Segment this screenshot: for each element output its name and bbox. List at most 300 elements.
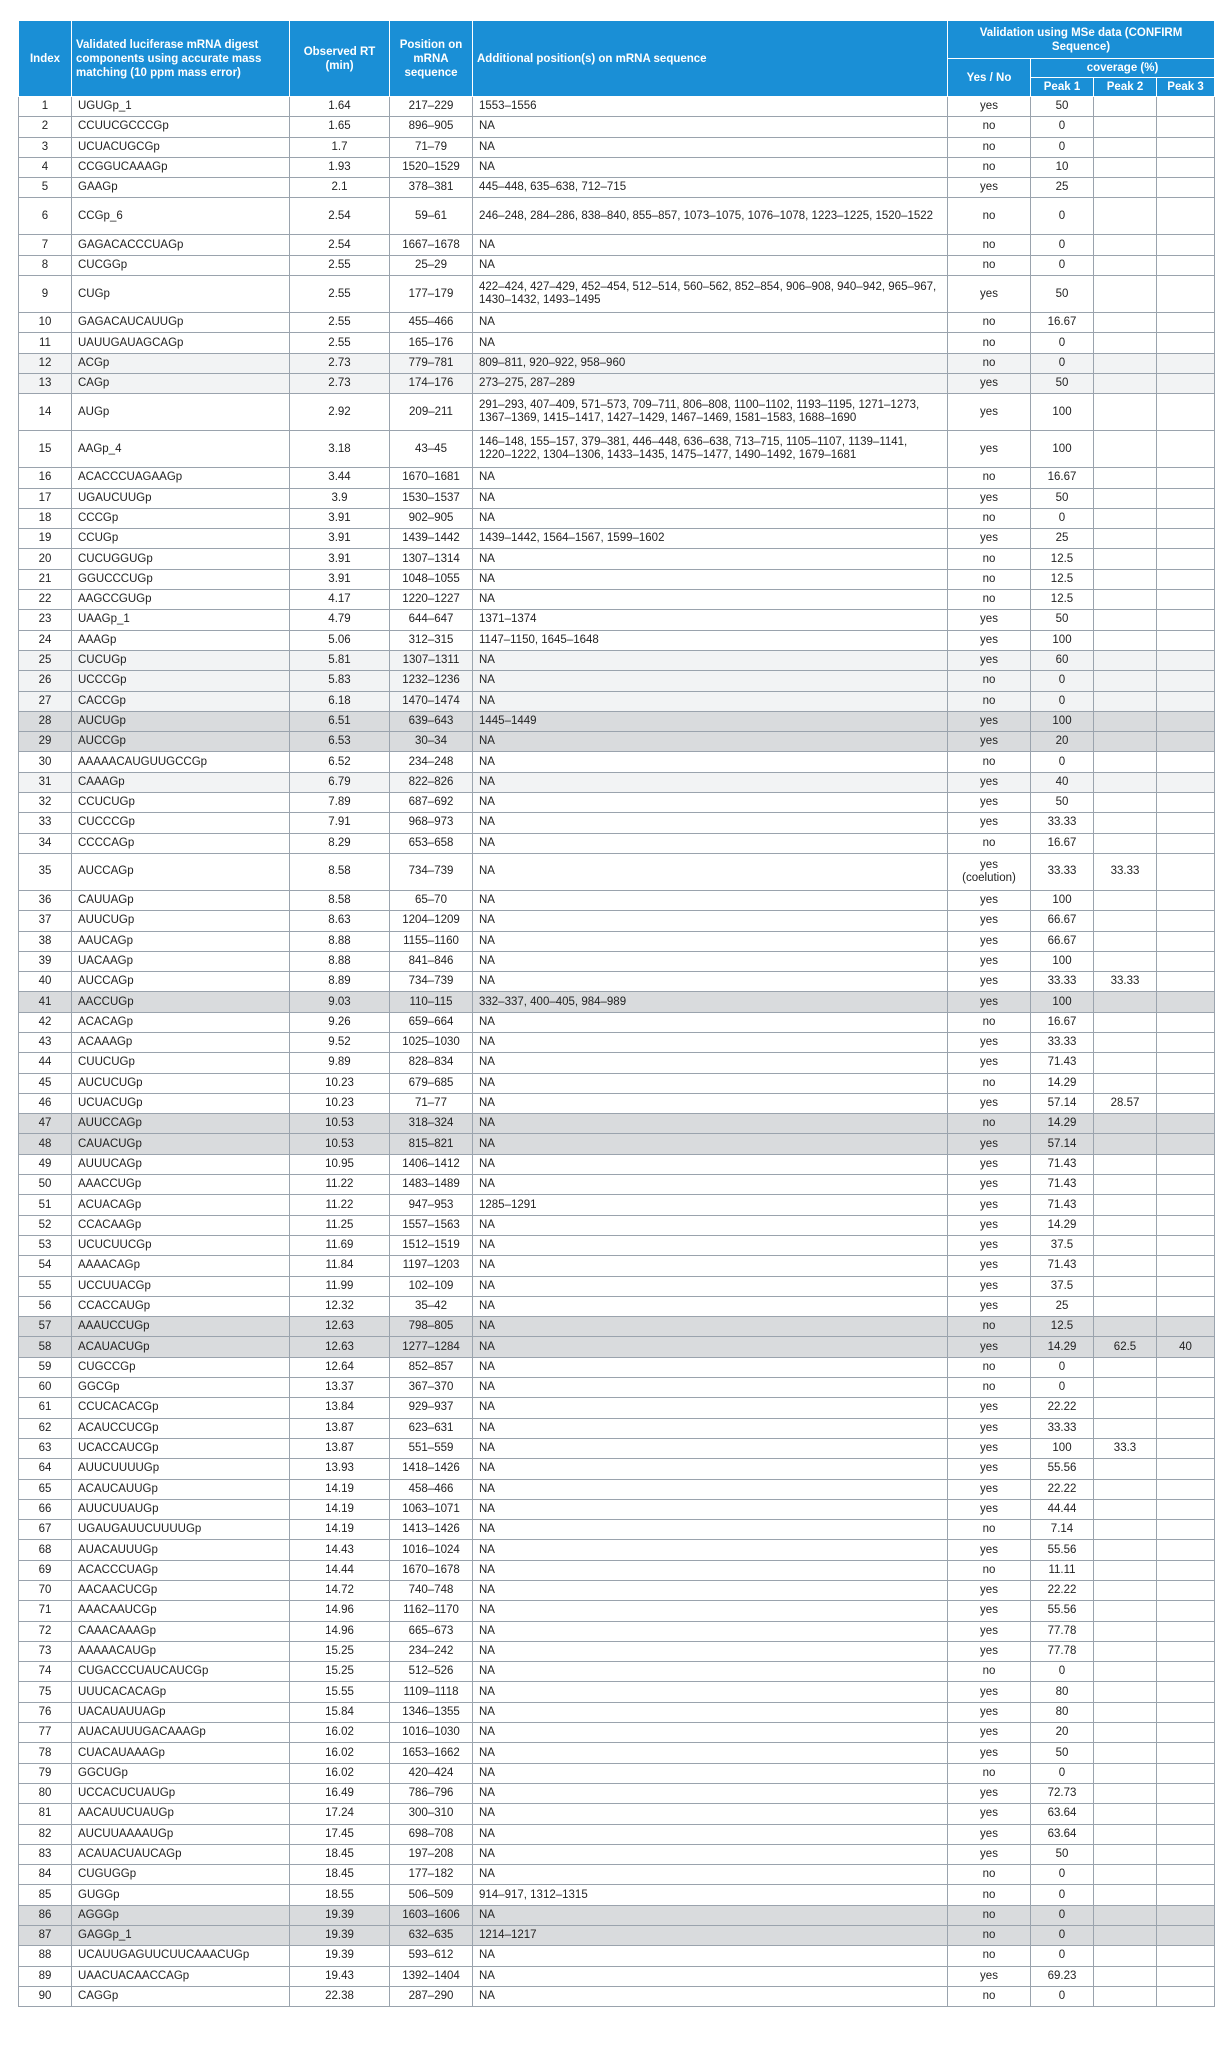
cell-peak2 — [1094, 1134, 1157, 1154]
cell-peak3 — [1157, 732, 1215, 752]
cell-index: 60 — [19, 1378, 72, 1398]
table-row — [19, 1783, 1215, 1803]
cell-rt: 5.81 — [290, 650, 390, 670]
cell-peak3 — [1157, 1053, 1215, 1073]
cell-additional: NA — [473, 590, 948, 610]
cell-validated: yes — [948, 1276, 1031, 1296]
cell-position: 1016–1030 — [390, 1723, 473, 1743]
cell-index: 35 — [19, 853, 72, 890]
cell-peak3 — [1157, 1946, 1215, 1966]
cell-additional: NA — [473, 1256, 948, 1276]
cell-position: 841–846 — [390, 951, 473, 971]
cell-position: 1220–1227 — [390, 590, 473, 610]
cell-peak2 — [1094, 1378, 1157, 1398]
cell-position: 1530–1537 — [390, 488, 473, 508]
cell-validated: yes (coelution) — [948, 853, 1031, 890]
cell-additional: NA — [473, 853, 948, 890]
cell-peak3 — [1157, 1114, 1215, 1134]
cell-peak2 — [1094, 1317, 1157, 1337]
cell-validated: yes — [948, 1824, 1031, 1844]
cell-position: 512–526 — [390, 1662, 473, 1682]
table-row — [19, 752, 1215, 772]
cell-rt: 1.7 — [290, 137, 390, 157]
table-row — [19, 1986, 1215, 2006]
cell-rt: 3.91 — [290, 569, 390, 589]
cell-peak1: 14.29 — [1031, 1073, 1094, 1093]
cell-peak2 — [1094, 394, 1157, 431]
cell-component: UAACUACAACCAGp — [72, 1966, 290, 1986]
table-row — [19, 1702, 1215, 1722]
cell-rt: 2.55 — [290, 313, 390, 333]
table-container — [18, 20, 1214, 2007]
cell-validated: no — [948, 157, 1031, 177]
cell-peak1: 50 — [1031, 610, 1094, 630]
cell-peak3 — [1157, 1723, 1215, 1743]
cell-rt: 2.73 — [290, 353, 390, 373]
table-row — [19, 691, 1215, 711]
table-row — [19, 1134, 1215, 1154]
cell-index: 19 — [19, 529, 72, 549]
cell-rt: 2.55 — [290, 255, 390, 275]
cell-additional: NA — [473, 1175, 948, 1195]
cell-peak2 — [1094, 890, 1157, 910]
cell-peak1: 14.29 — [1031, 1114, 1094, 1134]
cell-rt: 12.64 — [290, 1357, 390, 1377]
cell-peak3 — [1157, 178, 1215, 198]
cell-additional: NA — [473, 691, 948, 711]
cell-rt: 8.63 — [290, 911, 390, 931]
cell-peak2 — [1094, 1926, 1157, 1946]
cell-additional: NA — [473, 793, 948, 813]
cell-position: 1346–1355 — [390, 1702, 473, 1722]
cell-peak1: 33.33 — [1031, 1418, 1094, 1438]
cell-index: 56 — [19, 1296, 72, 1316]
cell-component: AUGp — [72, 394, 290, 431]
cell-rt: 18.55 — [290, 1885, 390, 1905]
cell-component: CAAAGp — [72, 772, 290, 792]
cell-component: AUACAUUUGACAAAGp — [72, 1723, 290, 1743]
cell-peak3 — [1157, 313, 1215, 333]
header-position: Position on mRNA sequence — [390, 21, 473, 97]
cell-peak2 — [1094, 1540, 1157, 1560]
cell-component: CCACCAUGp — [72, 1296, 290, 1316]
cell-additional: 445–448, 635–638, 712–715 — [473, 178, 948, 198]
cell-component: UGUGp_1 — [72, 97, 290, 117]
cell-index: 74 — [19, 1662, 72, 1682]
cell-position: 644–647 — [390, 610, 473, 630]
cell-rt: 14.96 — [290, 1621, 390, 1641]
cell-peak3: 40 — [1157, 1337, 1215, 1357]
cell-peak1: 0 — [1031, 1946, 1094, 1966]
cell-component: GAAGp — [72, 178, 290, 198]
cell-position: 209–211 — [390, 394, 473, 431]
table-row — [19, 1844, 1215, 1864]
cell-position: 1307–1311 — [390, 650, 473, 670]
cell-peak1: 57.14 — [1031, 1093, 1094, 1113]
cell-index: 8 — [19, 255, 72, 275]
cell-component: UACAUAUUAGp — [72, 1702, 290, 1722]
cell-peak1: 16.67 — [1031, 1012, 1094, 1032]
cell-peak1: 66.67 — [1031, 911, 1094, 931]
cell-component: ACAUACUAUCAGp — [72, 1844, 290, 1864]
cell-peak3 — [1157, 1256, 1215, 1276]
cell-validated: yes — [948, 1032, 1031, 1052]
cell-position: 798–805 — [390, 1317, 473, 1337]
cell-peak2 — [1094, 97, 1157, 117]
cell-peak2 — [1094, 1723, 1157, 1743]
cell-position: 71–77 — [390, 1093, 473, 1113]
cell-peak3 — [1157, 1662, 1215, 1682]
cell-peak1: 40 — [1031, 772, 1094, 792]
cell-peak2 — [1094, 951, 1157, 971]
table-row — [19, 1175, 1215, 1195]
cell-peak1: 20 — [1031, 732, 1094, 752]
cell-additional: NA — [473, 911, 948, 931]
cell-component: UCUACUGp — [72, 1093, 290, 1113]
cell-component: AACAUUCUAUGp — [72, 1804, 290, 1824]
cell-rt: 14.72 — [290, 1581, 390, 1601]
cell-index: 36 — [19, 890, 72, 910]
cell-peak3 — [1157, 1560, 1215, 1580]
cell-peak3 — [1157, 1235, 1215, 1255]
table-row — [19, 1337, 1215, 1357]
cell-rt: 2.73 — [290, 373, 390, 393]
cell-peak2 — [1094, 1581, 1157, 1601]
cell-peak1: 33.33 — [1031, 1032, 1094, 1052]
table-row — [19, 117, 1215, 137]
cell-position: 1204–1209 — [390, 911, 473, 931]
cell-validated: no — [948, 198, 1031, 235]
cell-peak3 — [1157, 951, 1215, 971]
cell-validated: yes — [948, 1053, 1031, 1073]
cell-peak1: 72.73 — [1031, 1783, 1094, 1803]
cell-peak1: 0 — [1031, 235, 1094, 255]
cell-component: CUGUGGp — [72, 1865, 290, 1885]
cell-component: AAAAACAUGUUGCCGp — [72, 752, 290, 772]
cell-index: 7 — [19, 235, 72, 255]
cell-additional: 1445–1449 — [473, 711, 948, 731]
cell-additional: NA — [473, 1317, 948, 1337]
cell-position: 102–109 — [390, 1276, 473, 1296]
cell-peak1: 50 — [1031, 373, 1094, 393]
cell-component: CUCUGGUGp — [72, 549, 290, 569]
cell-position: 287–290 — [390, 1986, 473, 2006]
cell-index: 31 — [19, 772, 72, 792]
cell-index: 30 — [19, 752, 72, 772]
cell-rt: 18.45 — [290, 1865, 390, 1885]
table-row — [19, 992, 1215, 1012]
cell-index: 79 — [19, 1763, 72, 1783]
cell-position: 71–79 — [390, 137, 473, 157]
cell-position: 1653–1662 — [390, 1743, 473, 1763]
cell-peak2 — [1094, 1804, 1157, 1824]
table-body — [19, 97, 1215, 2007]
table-row — [19, 1276, 1215, 1296]
cell-index: 57 — [19, 1317, 72, 1337]
cell-additional: 1439–1442, 1564–1567, 1599–1602 — [473, 529, 948, 549]
cell-rt: 13.37 — [290, 1378, 390, 1398]
cell-peak1: 0 — [1031, 1885, 1094, 1905]
cell-additional: NA — [473, 1053, 948, 1073]
table-row — [19, 276, 1215, 313]
cell-peak2 — [1094, 793, 1157, 813]
table-row — [19, 488, 1215, 508]
cell-additional: 246–248, 284–286, 838–840, 855–857, 1073–1075, 1076–1078, 1223–1225, 1520–1522 — [473, 198, 948, 235]
cell-peak1: 16.67 — [1031, 833, 1094, 853]
cell-component: UACAAGp — [72, 951, 290, 971]
cell-position: 1048–1055 — [390, 569, 473, 589]
cell-peak2 — [1094, 610, 1157, 630]
cell-validated: no — [948, 1986, 1031, 2006]
cell-rt: 3.91 — [290, 549, 390, 569]
table-row — [19, 1317, 1215, 1337]
cell-peak3 — [1157, 373, 1215, 393]
cell-peak3 — [1157, 671, 1215, 691]
cell-peak1: 33.33 — [1031, 853, 1094, 890]
cell-position: 1670–1678 — [390, 1560, 473, 1580]
cell-component: AUUCUUAUGp — [72, 1499, 290, 1519]
cell-additional: NA — [473, 1398, 948, 1418]
cell-rt: 8.58 — [290, 890, 390, 910]
cell-component: CUGp — [72, 276, 290, 313]
cell-peak1: 12.5 — [1031, 1317, 1094, 1337]
header-rt: Observed RT (min) — [290, 21, 390, 97]
cell-component: CUGACCCUAUCAUCGp — [72, 1662, 290, 1682]
cell-rt: 19.39 — [290, 1905, 390, 1925]
cell-index: 58 — [19, 1337, 72, 1357]
cell-position: 217–229 — [390, 97, 473, 117]
cell-index: 32 — [19, 793, 72, 813]
cell-peak1: 55.56 — [1031, 1601, 1094, 1621]
cell-peak1: 50 — [1031, 488, 1094, 508]
cell-index: 4 — [19, 157, 72, 177]
cell-peak2 — [1094, 1256, 1157, 1276]
cell-validated: yes — [948, 394, 1031, 431]
cell-position: 30–34 — [390, 732, 473, 752]
cell-peak2 — [1094, 1560, 1157, 1580]
cell-component: CUACAUAAAGp — [72, 1743, 290, 1763]
table-row — [19, 1723, 1215, 1743]
cell-additional: NA — [473, 1540, 948, 1560]
cell-component: CCCGp — [72, 508, 290, 528]
cell-validated: yes — [948, 1256, 1031, 1276]
cell-peak3 — [1157, 772, 1215, 792]
table-row — [19, 1459, 1215, 1479]
cell-index: 51 — [19, 1195, 72, 1215]
table-row — [19, 1053, 1215, 1073]
cell-additional: NA — [473, 488, 948, 508]
cell-validated: yes — [948, 972, 1031, 992]
cell-additional: NA — [473, 1723, 948, 1743]
cell-validated: yes — [948, 1479, 1031, 1499]
cell-peak2 — [1094, 1905, 1157, 1925]
cell-peak2 — [1094, 1520, 1157, 1540]
cell-index: 24 — [19, 630, 72, 650]
table-header — [19, 21, 1215, 97]
cell-validated: no — [948, 1317, 1031, 1337]
cell-additional: NA — [473, 1844, 948, 1864]
cell-rt: 11.22 — [290, 1195, 390, 1215]
cell-rt: 15.84 — [290, 1702, 390, 1722]
cell-peak2: 33.33 — [1094, 853, 1157, 890]
cell-rt: 7.89 — [290, 793, 390, 813]
cell-peak1: 16.67 — [1031, 313, 1094, 333]
cell-validated: yes — [948, 1641, 1031, 1661]
cell-validated: no — [948, 1114, 1031, 1134]
cell-index: 45 — [19, 1073, 72, 1093]
cell-peak2 — [1094, 1235, 1157, 1255]
cell-additional: NA — [473, 137, 948, 157]
cell-peak3 — [1157, 691, 1215, 711]
cell-additional: NA — [473, 951, 948, 971]
cell-component: GAGACAUCAUUGp — [72, 313, 290, 333]
cell-index: 22 — [19, 590, 72, 610]
cell-validated: yes — [948, 1844, 1031, 1864]
cell-peak3 — [1157, 1418, 1215, 1438]
cell-peak2 — [1094, 1824, 1157, 1844]
cell-rt: 6.51 — [290, 711, 390, 731]
table-row — [19, 468, 1215, 488]
cell-peak3 — [1157, 1905, 1215, 1925]
cell-validated: yes — [948, 911, 1031, 931]
cell-peak1: 22.22 — [1031, 1398, 1094, 1418]
cell-rt: 13.84 — [290, 1398, 390, 1418]
header-validation: Validation using MSe data (CONFIRM Sequence) — [948, 21, 1215, 59]
table-row — [19, 1581, 1215, 1601]
cell-component: ACUACAGp — [72, 1195, 290, 1215]
cell-component: AAAACAGp — [72, 1256, 290, 1276]
cell-component: CUGCCGp — [72, 1357, 290, 1377]
cell-component: ACAUCAUUGp — [72, 1479, 290, 1499]
cell-peak1: 44.44 — [1031, 1499, 1094, 1519]
cell-peak1: 100 — [1031, 630, 1094, 650]
cell-component: CUCCCGp — [72, 813, 290, 833]
cell-peak3 — [1157, 117, 1215, 137]
cell-index: 13 — [19, 373, 72, 393]
cell-index: 81 — [19, 1804, 72, 1824]
cell-additional: 1147–1150, 1645–1648 — [473, 630, 948, 650]
cell-index: 88 — [19, 1946, 72, 1966]
cell-rt: 9.89 — [290, 1053, 390, 1073]
cell-validated: yes — [948, 1154, 1031, 1174]
cell-component: UGAUCUUGp — [72, 488, 290, 508]
cell-peak1: 100 — [1031, 951, 1094, 971]
cell-component: CCGp_6 — [72, 198, 290, 235]
cell-validated: no — [948, 137, 1031, 157]
cell-validated: no — [948, 569, 1031, 589]
cell-component: UCUCUUCGp — [72, 1235, 290, 1255]
table-row — [19, 711, 1215, 731]
cell-rt: 17.45 — [290, 1824, 390, 1844]
table-row — [19, 1621, 1215, 1641]
header-yesno: Yes / No — [948, 59, 1031, 97]
table-row — [19, 1743, 1215, 1763]
cell-peak1: 71.43 — [1031, 1154, 1094, 1174]
cell-rt: 10.95 — [290, 1154, 390, 1174]
cell-position: 312–315 — [390, 630, 473, 650]
header-peak3: Peak 3 — [1157, 78, 1215, 97]
cell-index: 64 — [19, 1459, 72, 1479]
cell-validated: yes — [948, 992, 1031, 1012]
cell-peak2 — [1094, 157, 1157, 177]
cell-peak3 — [1157, 529, 1215, 549]
cell-additional: NA — [473, 313, 948, 333]
cell-validated: yes — [948, 813, 1031, 833]
cell-position: 455–466 — [390, 313, 473, 333]
cell-peak3 — [1157, 1134, 1215, 1154]
cell-index: 41 — [19, 992, 72, 1012]
table-row — [19, 1378, 1215, 1398]
table-row — [19, 508, 1215, 528]
cell-rt: 5.06 — [290, 630, 390, 650]
cell-rt: 4.17 — [290, 590, 390, 610]
table-row — [19, 1479, 1215, 1499]
cell-validated: no — [948, 1662, 1031, 1682]
cell-peak1: 0 — [1031, 1865, 1094, 1885]
cell-additional: 146–148, 155–157, 379–381, 446–448, 636–638, 713–715, 1105–1107, 1139–1141, 1220–1222, 1304–1306, 1433–1435, 1475–1477, 1490–1492, 1679–1681 — [473, 431, 948, 468]
cell-rt: 2.92 — [290, 394, 390, 431]
cell-peak1: 0 — [1031, 1763, 1094, 1783]
cell-peak2: 28.57 — [1094, 1093, 1157, 1113]
cell-peak3 — [1157, 1621, 1215, 1641]
cell-additional: NA — [473, 890, 948, 910]
cell-validated: yes — [948, 178, 1031, 198]
cell-additional: 1553–1556 — [473, 97, 948, 117]
table-row — [19, 1926, 1215, 1946]
cell-index: 50 — [19, 1175, 72, 1195]
cell-rt: 2.55 — [290, 333, 390, 353]
cell-index: 82 — [19, 1824, 72, 1844]
cell-peak2 — [1094, 1783, 1157, 1803]
table-row — [19, 650, 1215, 670]
cell-peak3 — [1157, 630, 1215, 650]
table-row — [19, 1763, 1215, 1783]
cell-position: 506–509 — [390, 1885, 473, 1905]
cell-validated: yes — [948, 1783, 1031, 1803]
cell-validated: yes — [948, 1581, 1031, 1601]
cell-validated: yes — [948, 1682, 1031, 1702]
cell-peak3 — [1157, 157, 1215, 177]
cell-index: 63 — [19, 1438, 72, 1458]
cell-index: 3 — [19, 137, 72, 157]
cell-peak3 — [1157, 1682, 1215, 1702]
cell-rt: 8.88 — [290, 951, 390, 971]
cell-index: 16 — [19, 468, 72, 488]
cell-peak2 — [1094, 1621, 1157, 1641]
cell-validated: no — [948, 1865, 1031, 1885]
cell-validated: no — [948, 1378, 1031, 1398]
cell-peak3 — [1157, 1520, 1215, 1540]
cell-peak2 — [1094, 1459, 1157, 1479]
cell-peak3 — [1157, 1844, 1215, 1864]
cell-peak1: 11.11 — [1031, 1560, 1094, 1580]
cell-position: 1392–1404 — [390, 1966, 473, 1986]
cell-rt: 19.39 — [290, 1946, 390, 1966]
cell-additional: NA — [473, 1073, 948, 1093]
cell-position: 593–612 — [390, 1946, 473, 1966]
cell-rt: 7.91 — [290, 813, 390, 833]
cell-position: 1109–1118 — [390, 1682, 473, 1702]
cell-additional: NA — [473, 1438, 948, 1458]
cell-validated: yes — [948, 1175, 1031, 1195]
cell-position: 1155–1160 — [390, 931, 473, 951]
cell-component: UCAUUGAGUUCUUCAAACUGp — [72, 1946, 290, 1966]
cell-position: 828–834 — [390, 1053, 473, 1073]
cell-peak1: 25 — [1031, 1296, 1094, 1316]
table-row — [19, 1824, 1215, 1844]
cell-peak1: 14.29 — [1031, 1337, 1094, 1357]
cell-peak3 — [1157, 255, 1215, 275]
